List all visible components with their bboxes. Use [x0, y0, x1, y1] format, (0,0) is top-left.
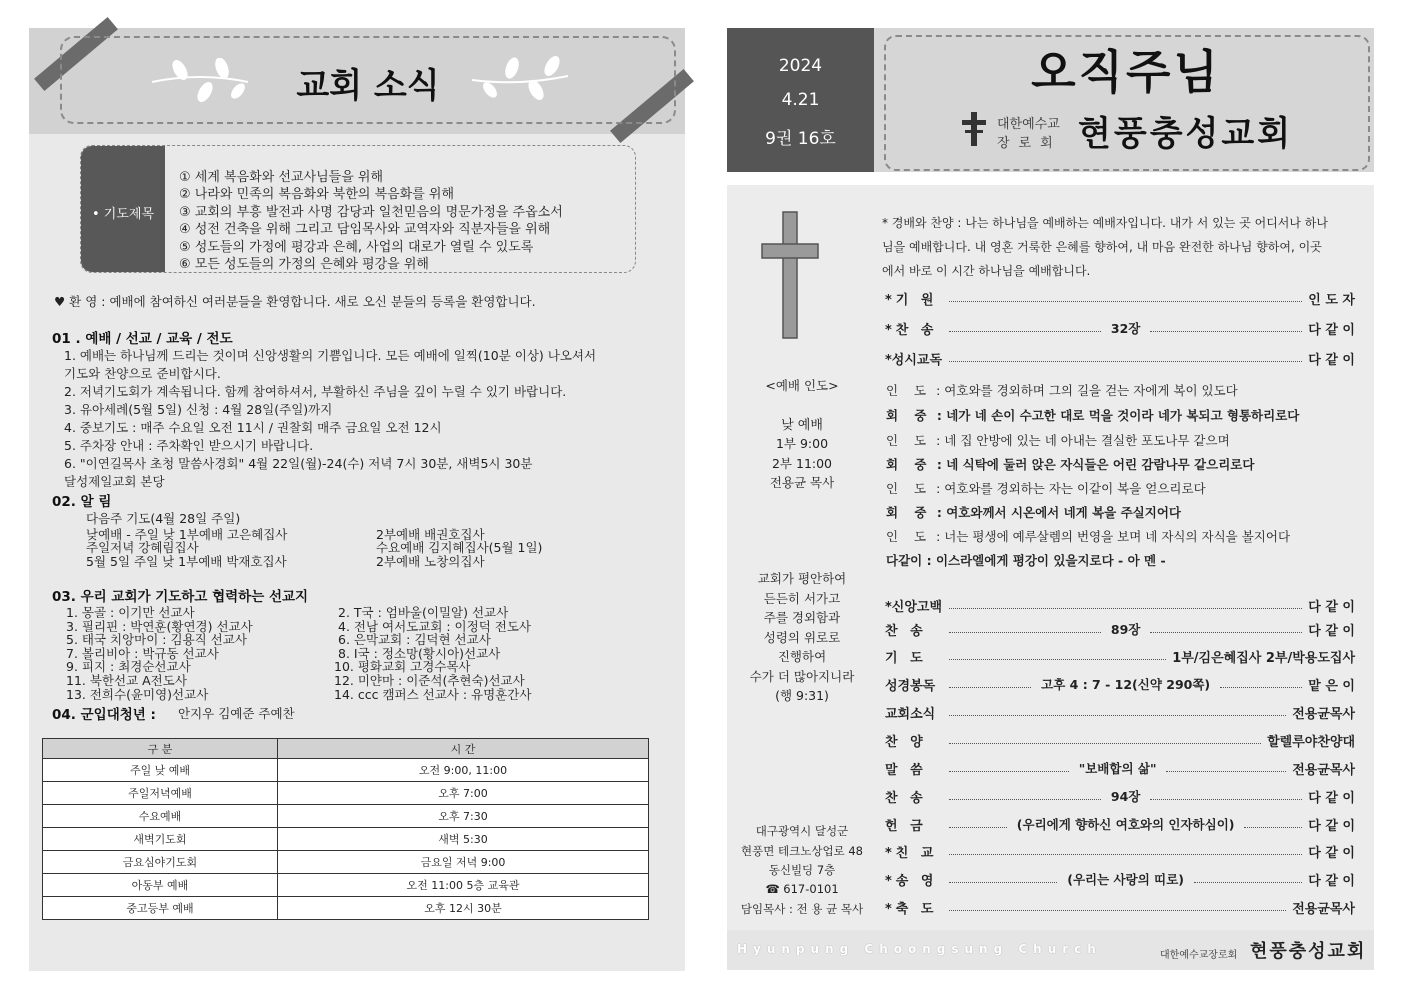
- notice-line: 6. "이연길목사 초청 말씀사경회" 4월 22일(월)-24(수) 저녁 7시 30분, 새벽5시 30분: [64, 456, 533, 471]
- responsive-reading-line: [886, 479, 1206, 497]
- denomination-line1: 대한예수교: [997, 117, 1060, 132]
- order-label: 교회소식: [885, 706, 936, 722]
- notice-line: 달성제일교회 본당: [64, 474, 165, 489]
- order-leader: 할렐루야찬양대: [1267, 734, 1355, 750]
- dot-leader: [949, 687, 1031, 688]
- page-title: 교회 소식: [296, 66, 440, 106]
- order-label: *기 원: [885, 292, 938, 308]
- order-item: [885, 596, 1355, 614]
- order-label: 찬 송: [885, 790, 927, 806]
- worship-service: 낮 예배: [781, 418, 823, 433]
- dot-leader: [949, 608, 1302, 609]
- prayer-item: ⑤ 성도들의 가정에 평강과 은혜, 사업의 대로가 열릴 수 있도록: [179, 240, 534, 255]
- prayer-item: ⑥ 모든 성도들의 가정의 은혜와 평강을 위해: [179, 257, 429, 272]
- order-label: *신앙고백: [885, 599, 943, 615]
- table-cell: 아동부 예배: [43, 874, 278, 897]
- section-heading-announcements: 02. 알 림: [52, 494, 112, 510]
- order-label: *찬 송: [885, 322, 938, 338]
- reading-role: 회 중: [886, 408, 933, 423]
- mission-item: 11. 북한선교 A전도사: [66, 673, 187, 688]
- mission-item: 14. ccc 캠퍼스 선교사 : 유명훈간사: [334, 687, 532, 702]
- dot-leader: [949, 301, 1302, 302]
- order-label: 찬 송: [885, 623, 927, 639]
- order-item: [885, 703, 1355, 721]
- order-detail: 32장: [1110, 321, 1141, 336]
- dot-leader: [949, 715, 1286, 716]
- leaf-branch-icon: [150, 58, 250, 102]
- denomination-line2: 장로회: [997, 136, 1062, 151]
- order-leader: 1부/김은혜집사 2부/박용도집사: [1172, 650, 1355, 666]
- reading-text: : 네 식탁에 둘러 앉은 자식들은 어린 감람나무 같으리로다: [936, 457, 1255, 472]
- order-leader: 다 같 이: [1308, 623, 1355, 639]
- table-cell: 오전 11:00 5층 교육관: [278, 874, 649, 897]
- order-item: [885, 675, 1355, 693]
- reading-text: : 이스라엘에게 평강이 있을지로다 - 아 멘 -: [926, 553, 1166, 568]
- reading-role: 인 도: [886, 481, 933, 496]
- prayer-item: ④ 성전 건축을 위해 그리고 담임목사와 교역자와 직분자들을 위해: [179, 222, 551, 237]
- responsive-reading-line: [886, 455, 1254, 473]
- mission-item: 3. 필리핀 : 박연훈(황연경) 선교사: [66, 619, 253, 634]
- mission-item: 10. 평화교회 고경수목사: [334, 659, 471, 674]
- order-item: [885, 787, 1355, 805]
- table-row: [43, 828, 649, 851]
- dot-leader: [1166, 771, 1286, 772]
- order-label: 찬 양: [885, 734, 927, 750]
- dot-leader: [949, 743, 1261, 744]
- prayer-label: • 기도제목: [91, 207, 155, 222]
- order-leader: 다 같 이: [1308, 818, 1356, 834]
- reading-text: : 네가 네 손이 수고한 대로 먹을 것이라 네가 복되고 형통하리로다: [936, 408, 1300, 423]
- mission-item: 4. 전남 여서도교회 : 이정덕 전도사: [338, 619, 531, 634]
- order-label: 기 도: [885, 650, 927, 666]
- leaf-branch-icon: [470, 56, 570, 100]
- verse-line: 수가 더 많아지니라: [749, 669, 855, 684]
- verse-line: 든든히 서가고: [763, 591, 841, 606]
- mission-item: 12. 미얀마 : 이준석(추현숙)선교사: [334, 673, 525, 688]
- verse-line: 진행하여: [777, 649, 827, 664]
- prayer-duty: 2부예배 노창의집사: [376, 554, 485, 569]
- reading-role: 다같이: [886, 553, 923, 568]
- reading-role: 회 중: [886, 457, 933, 472]
- dot-leader: [949, 632, 1101, 633]
- table-row: [43, 851, 649, 874]
- order-label: *친 교: [885, 845, 938, 861]
- section-heading-worship: 01 . 예배 / 선교 / 교육 / 전도: [52, 331, 233, 347]
- table-cell: 오후 7:30: [278, 805, 649, 828]
- reading-role: 인 도: [886, 433, 933, 448]
- order-detail: 89장: [1110, 622, 1141, 637]
- dot-leader: [949, 331, 1101, 332]
- order-leader: 다 같 이: [1308, 322, 1355, 338]
- reading-text: : 네 집 안방에 있는 네 아내는 결실한 포도나무 같으며: [936, 433, 1230, 448]
- order-detail: (우리는 사랑의 띠로): [1067, 872, 1184, 887]
- dot-leader: [949, 771, 1069, 772]
- senior-pastor: 담임목사 : 전 용 균 목사: [740, 902, 864, 916]
- bulletin-title: 오직주님: [1031, 45, 1221, 99]
- order-item: [885, 349, 1355, 367]
- table-cell: 주일저녁예배: [43, 782, 278, 805]
- address-line: 현풍면 테크노상업로 48: [741, 844, 863, 858]
- responsive-reading-line: [886, 503, 1181, 521]
- cross-icon: [960, 110, 988, 148]
- phone-number: ☎ 617-0101: [765, 882, 839, 896]
- dot-leader: [949, 910, 1286, 911]
- order-item: [885, 815, 1355, 833]
- intro-line: * 경배와 찬양 : 나는 하나님을 예배하는 예배자입니다. 내가 서 있는 곳 어디서나 하나: [882, 216, 1328, 230]
- order-label: *축 도: [885, 901, 938, 917]
- order-detail: 94장: [1110, 789, 1141, 804]
- order-leader: 전용균목사: [1292, 762, 1355, 778]
- order-label: 헌 금: [885, 818, 927, 834]
- order-item: [885, 731, 1355, 749]
- responsive-reading-line: [886, 406, 1299, 424]
- table-cell: 새벽 5:30: [278, 828, 649, 851]
- worship-guide-title: <예배 인도>: [765, 378, 839, 393]
- service-schedule-table: [42, 738, 649, 920]
- dot-leader: [1244, 827, 1302, 828]
- table-cell: 새벽기도회: [43, 828, 278, 851]
- section-heading-missions: 03. 우리 교회가 기도하고 협력하는 선교지: [52, 589, 309, 605]
- notice-line: 기도와 찬양으로 준비합시다.: [64, 366, 221, 381]
- issue-year: 2024: [778, 56, 823, 76]
- prayer-item: ② 나라와 민족의 복음화와 북한의 복음화를 위해: [179, 187, 455, 202]
- mission-item: 2. T국 : 엄바울(이밀알) 선교사: [338, 605, 509, 620]
- reading-text: : 너는 평생에 예루살렘의 번영을 보며 네 자식의 자식을 볼지어다: [936, 529, 1291, 544]
- intro-line: 에서 바로 이 시간 하나님을 예배합니다.: [882, 264, 1091, 278]
- worship-pastor: 전용균 목사: [769, 475, 835, 490]
- mission-item: 9. 피지 : 최경순선교사: [66, 659, 191, 674]
- table-cell: 오전 9:00, 11:00: [278, 759, 649, 782]
- footer-denomination: 대한예수교장로회: [1160, 950, 1238, 961]
- issue-date: 4.21: [781, 90, 820, 110]
- mission-item: 5. 태국 치앙마이 : 김용직 선교사: [66, 632, 247, 647]
- table-cell: 중고등부 예배: [43, 897, 278, 920]
- order-detail: "보배합의 삶": [1078, 761, 1157, 776]
- table-cell: 주일 낮 예배: [43, 759, 278, 782]
- address-line: 동신빌딩 7층: [768, 863, 836, 877]
- notice-line: 1. 예배는 하나님께 드리는 것이며 신앙생활의 기쁨입니다. 모든 예배에 일찍(10분 이상) 나오셔서: [64, 348, 597, 363]
- prayer-duty: 주일저녁 강혜림집사: [86, 540, 199, 555]
- order-item: [885, 759, 1355, 777]
- dot-leader: [1150, 632, 1302, 633]
- section-heading-military: 04. 군입대청년 :: [52, 707, 156, 723]
- prayer-duty: 5월 5일 주일 낮 1부예배 박재호집사: [86, 554, 287, 569]
- order-item: [885, 620, 1355, 638]
- worship-time-second: 2부 11:00: [771, 456, 833, 471]
- table-row: [43, 805, 649, 828]
- dot-leader: [1220, 687, 1302, 688]
- order-item: [885, 870, 1355, 888]
- next-prayer-heading: 다음주 기도(4월 28일 주일): [86, 511, 241, 526]
- table-cell: 수요예배: [43, 805, 278, 828]
- prayer-duty: 수요예배 김지혜집사(5월 1일): [376, 540, 543, 555]
- order-item: [885, 289, 1355, 307]
- responsive-reading-line: [886, 381, 1238, 399]
- prayer-item: ① 세계 복음화와 선교사님들을 위해: [179, 170, 383, 185]
- prayer-duty: 2부예배 배권호집사: [376, 527, 485, 542]
- intro-line: 님을 예배합니다. 내 영혼 거룩한 은혜를 향하여, 내 마음 완전한 하나님 향하여, 이곳: [882, 240, 1322, 254]
- order-leader: 전용균목사: [1292, 901, 1355, 917]
- footer-english-name: Hyunpung Choongsung Church: [737, 942, 1102, 956]
- dot-leader: [949, 659, 1166, 660]
- table-cell: 오후 12시 30분: [278, 897, 649, 920]
- responsive-reading-line: [886, 527, 1290, 545]
- order-leader: 다 같 이: [1308, 845, 1355, 861]
- mission-item: 8. I국 : 정소망(황시아)선교사: [338, 646, 501, 661]
- order-detail: (우리에게 향하신 여호와의 인자하심이): [1016, 817, 1235, 832]
- reading-role: 인 도: [886, 383, 933, 398]
- responsive-reading-line: [886, 551, 1166, 569]
- mission-item: 13. 전희수(윤미영)선교사: [66, 687, 209, 702]
- table-row: [43, 782, 649, 805]
- order-item: [885, 647, 1355, 665]
- mission-item: 6. 은막교회 : 김덕현 선교사: [338, 632, 491, 647]
- notice-line: 4. 중보기도 : 매주 수요일 오전 11시 / 권찰회 매주 금요일 오전 12시: [64, 420, 442, 435]
- order-leader: 다 같 이: [1308, 790, 1355, 806]
- table-header-row: [43, 739, 649, 759]
- table-row: [43, 874, 649, 897]
- prayer-duty: 낮예배 - 주일 낮 1부예배 고은혜집사: [86, 527, 288, 542]
- reading-text: : 여호와를 경외하는 자는 이같이 복을 얻으리로다: [936, 481, 1206, 496]
- notice-line: 2. 저녁기도회가 계속됩니다. 함께 참여하셔서, 부활하신 주님을 깊이 누릴 수 있기 바랍니다.: [64, 384, 567, 399]
- reading-role: 회 중: [886, 505, 933, 520]
- order-item: [885, 898, 1355, 916]
- order-item: [885, 319, 1355, 337]
- order-item: [885, 842, 1355, 860]
- prayer-topics-box: [80, 145, 636, 273]
- cross-icon: [760, 210, 820, 340]
- dot-leader: [949, 854, 1302, 855]
- verse-line: 교회가 평안하여: [757, 571, 847, 586]
- order-label: 말 씀: [885, 762, 927, 778]
- mission-item: 1. 몽골 : 이기만 선교사: [66, 605, 195, 620]
- order-leader: 다 같 이: [1308, 599, 1355, 615]
- prayer-item: ③ 교회의 부흥 발전과 사명 감당과 일천믿음의 명문가정을 주옵소서: [179, 205, 563, 220]
- table-cell: 금요일 저녁 9:00: [278, 851, 649, 874]
- verse-reference: (행 9:31): [775, 688, 829, 703]
- order-leader: 인 도 자: [1308, 292, 1355, 308]
- address-line: 대구광역시 달성군: [755, 824, 849, 838]
- church-name: 현풍충성교회: [1078, 114, 1294, 154]
- dot-leader: [949, 799, 1101, 800]
- notice-line: 3. 유아세례(5월 5일) 신청 : 4월 28일(주일)까지: [64, 402, 333, 417]
- dot-leader: [1150, 799, 1302, 800]
- order-label: *송 영: [885, 873, 938, 889]
- order-leader: 맡 은 이: [1308, 678, 1355, 694]
- military-names: 안지우 김예준 주예찬: [178, 706, 295, 721]
- dot-leader: [949, 882, 1057, 883]
- footer-church-name: 현풍충성교회: [1250, 941, 1367, 962]
- order-leader: 전용균목사: [1292, 706, 1355, 722]
- dot-leader: [949, 827, 1007, 828]
- order-label: *성시교독: [885, 352, 943, 368]
- date-block: [727, 28, 874, 172]
- mission-item: 7. 볼리비아 : 박규동 선교사: [66, 646, 219, 661]
- table-row: [43, 897, 649, 920]
- table-header: 시 간: [278, 739, 649, 759]
- order-detail: 고후 4 : 7 - 12(신약 290쪽): [1041, 677, 1211, 692]
- issue-number: 9권 16호: [765, 129, 836, 149]
- responsive-reading-line: [886, 431, 1230, 449]
- table-row: [43, 759, 649, 782]
- reading-role: 인 도: [886, 529, 933, 544]
- reading-text: : 여호와께서 시온에서 네게 복을 주실지어다: [936, 505, 1181, 520]
- table-cell: 오후 7:00: [278, 782, 649, 805]
- worship-time-first: 1부 9:00: [775, 436, 829, 451]
- dot-leader: [949, 361, 1302, 362]
- table-cell: 금요심야기도회: [43, 851, 278, 874]
- table-header: 구 분: [43, 739, 278, 759]
- order-label: 성경봉독: [885, 678, 936, 694]
- prayer-label-block: [81, 146, 165, 272]
- reading-text: : 여호와를 경외하며 그의 길을 걷는 자에게 복이 있도다: [936, 383, 1238, 398]
- verse-line: 성령의 위로로: [763, 630, 841, 645]
- order-leader: 다 같 이: [1308, 352, 1355, 368]
- dot-leader: [1150, 331, 1302, 332]
- notice-line: 5. 주차장 안내 : 주차확인 받으시기 바랍니다.: [64, 438, 314, 453]
- order-leader: 다 같 이: [1308, 873, 1355, 889]
- verse-line: 주를 경외함과: [763, 610, 841, 625]
- dot-leader: [1194, 882, 1302, 883]
- welcome-text: ♥ 환 영 : 예배에 참여하신 여러분들을 환영합니다. 새로 오신 분들의 등록을 환영합니다.: [54, 294, 536, 309]
